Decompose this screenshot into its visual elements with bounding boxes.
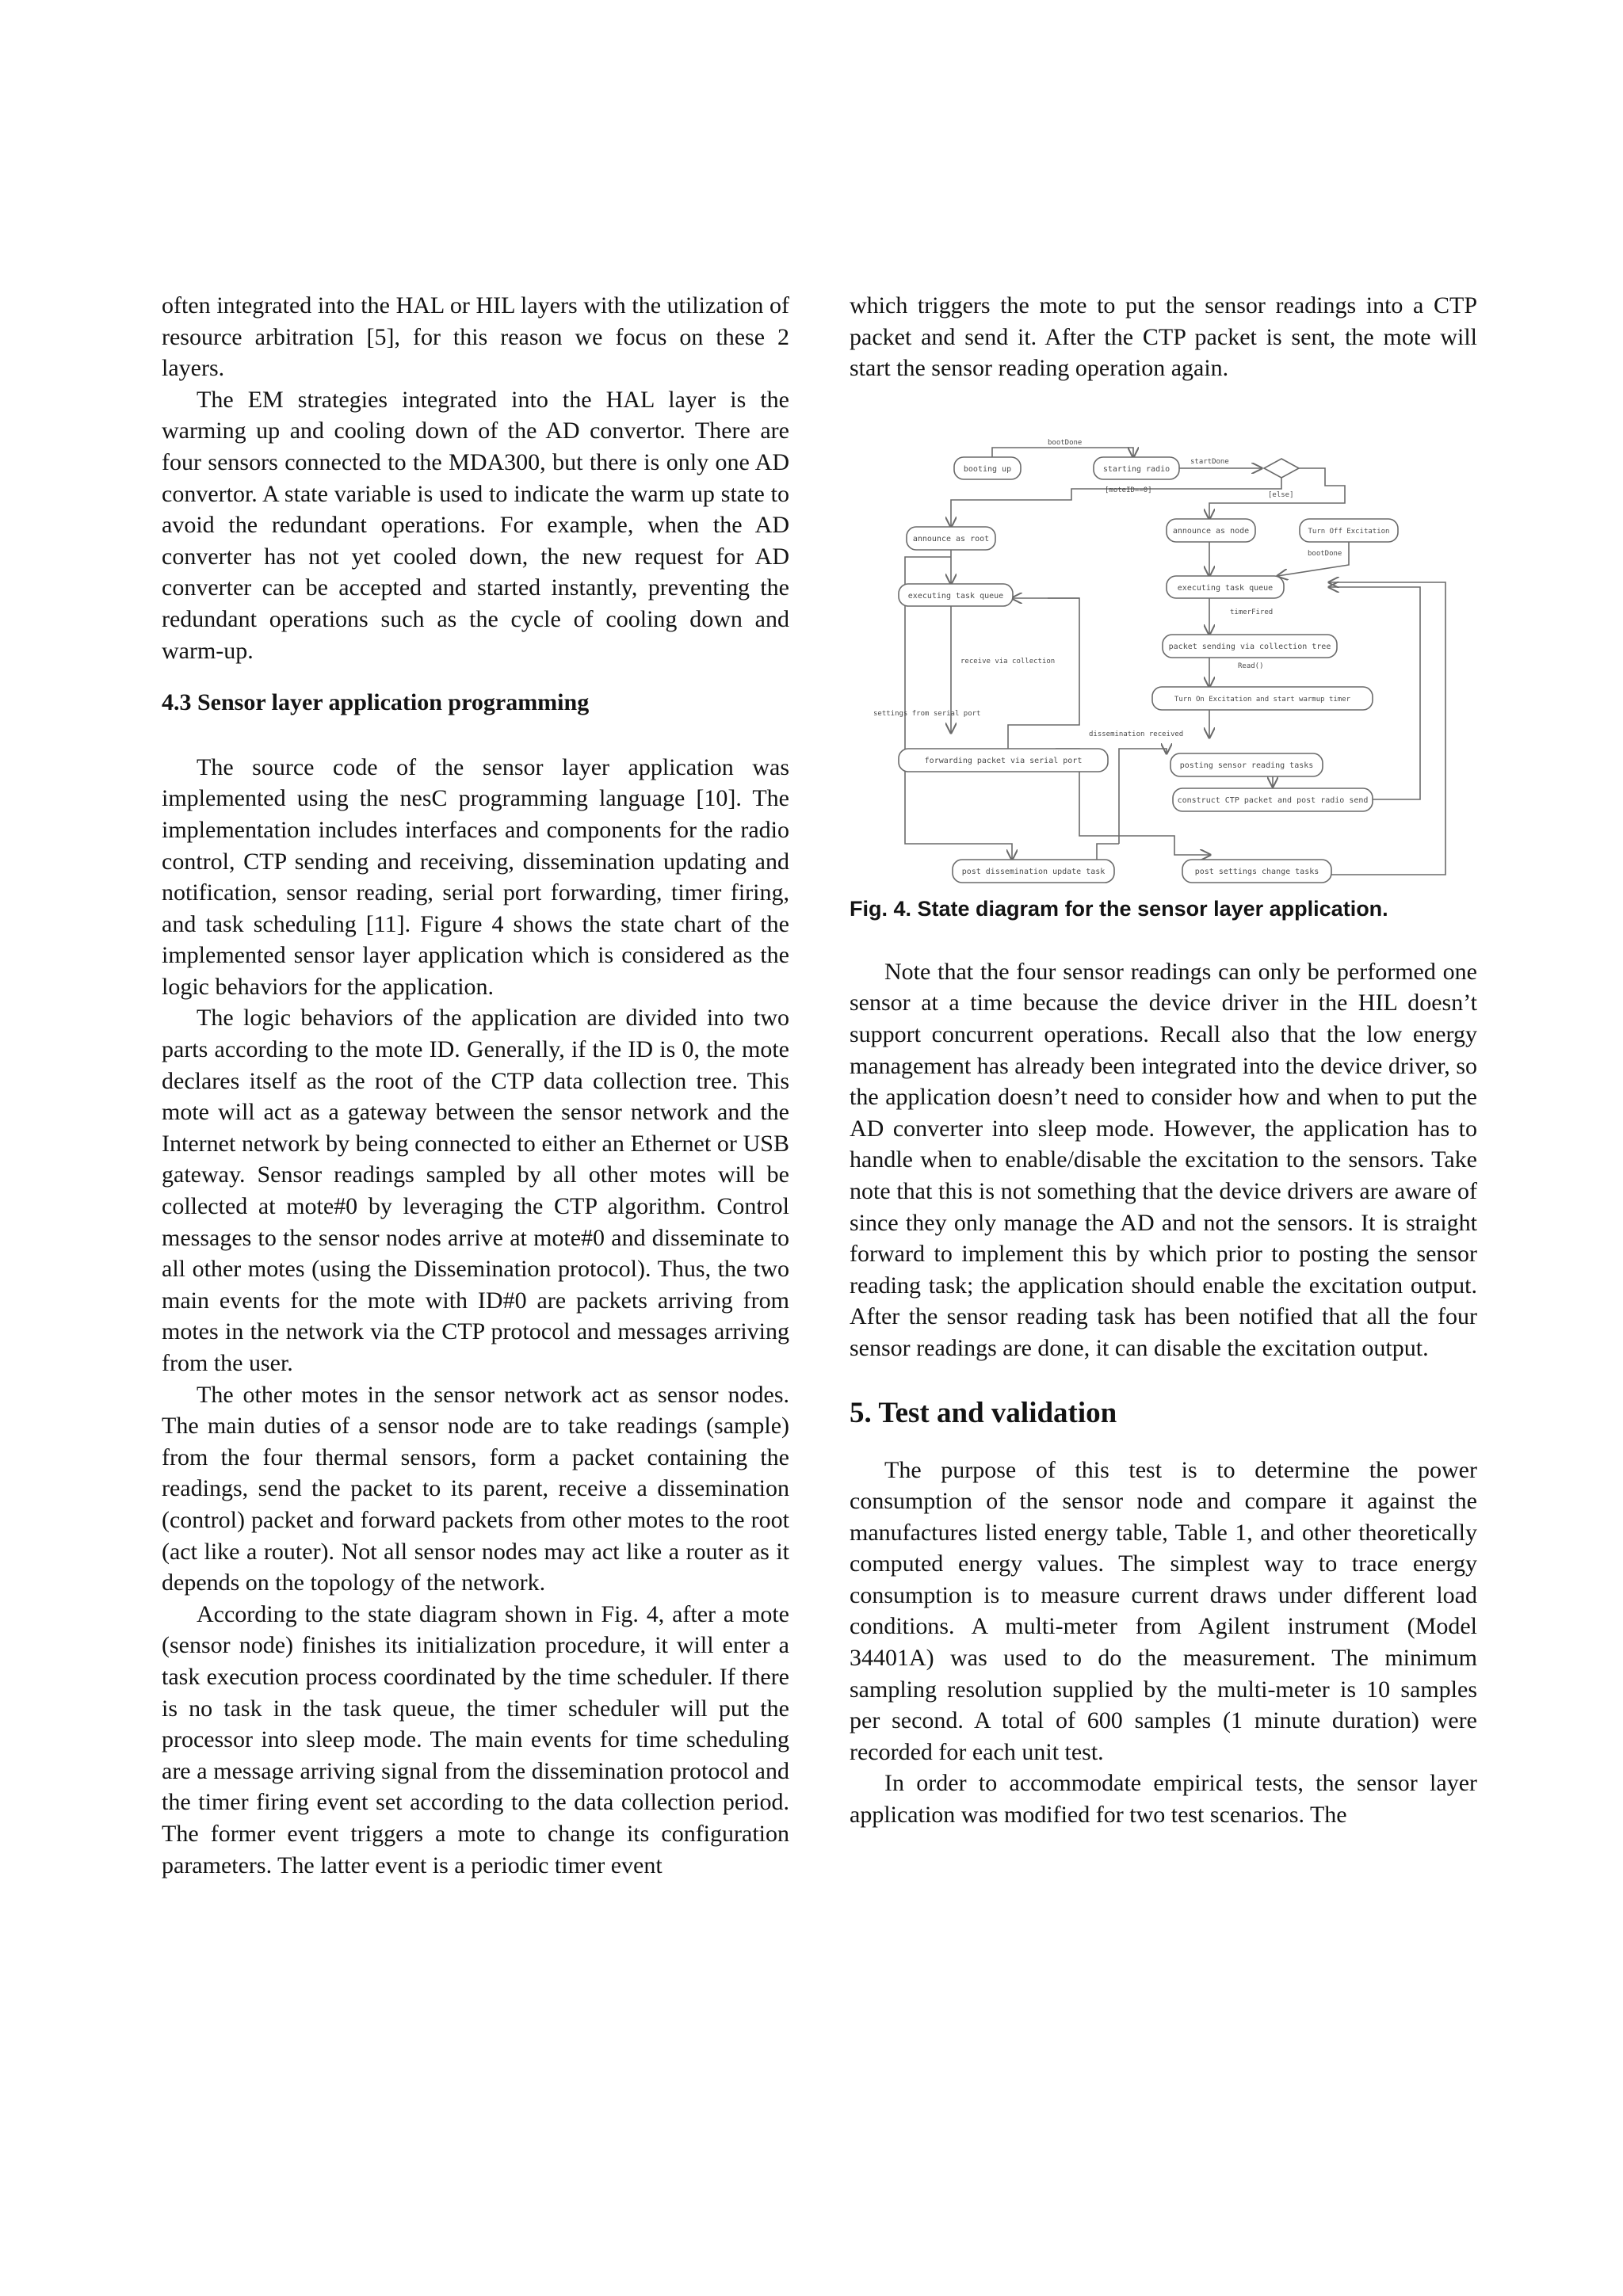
svg-text:booting up: booting up bbox=[963, 464, 1012, 474]
label-bootdone-2: bootDone bbox=[1308, 549, 1342, 558]
state-announce-as-node bbox=[1167, 519, 1255, 542]
state-construct-ctp bbox=[1173, 788, 1373, 811]
svg-text:packet sending via collection: packet sending via collection tree bbox=[1168, 642, 1331, 651]
label-else: [else] bbox=[1268, 490, 1294, 499]
paragraph: According to the state diagram shown in Fig. 4, after a mote (sensor node) finishes its initialization procedure, it will enter a task execution process coordinated by the time scheduler. If there is no task in the task queue, the timer scheduler will put the processor into sleep mode. The main events for time scheduling are a message arriving signal from the dissemination protocol and the timer firing event set according to the data collection period. The former event triggers a mote to change its configuration parameters. The latter event is a periodic timer event bbox=[162, 1600, 789, 1878]
paragraph: often integrated into the HAL or HIL layers with the utilization of resource arbitration [5], for this reason we focus on these 2 layers. bbox=[162, 292, 789, 382]
svg-text:announce as root: announce as root bbox=[912, 534, 990, 543]
state-starting-radio bbox=[1094, 457, 1179, 479]
svg-text:forwarding packet via serial p: forwarding packet via serial port bbox=[924, 756, 1083, 765]
label-settings-from-serial: settings from serial port bbox=[873, 709, 981, 718]
left-column bbox=[162, 290, 789, 1881]
svg-text:posting sensor reading tasks: posting sensor reading tasks bbox=[1179, 761, 1314, 770]
label-read: Read() bbox=[1238, 662, 1264, 670]
state-diagram bbox=[850, 384, 1477, 891]
paragraph: Note that the four sensor readings can only be performed one sensor at a time because the device driver in the HIL doesn’t support concurrent operations. Recall also that the low energy management has already been integrated into the device driver, so the application doesn’t need to consider how and when to put the AD converter into sleep mode. However, the application has to handle when to enable/disable the excitation to the sensors. Take note that this is not something that the device drivers are aware of since they only manage the AD and not the sensors. It is straight forward to implement this by which prior to posting the sensor reading task; the application should enable the excitation output. After the sensor reading task has been notified that all the four sensor readings are done, it can disable the excitation output. bbox=[850, 958, 1477, 1361]
state-diagram-figure bbox=[850, 384, 1477, 891]
section-heading: 5. Test and validation bbox=[850, 1396, 1117, 1429]
svg-text:Turn Off Excitation: Turn Off Excitation bbox=[1308, 527, 1390, 536]
paragraph: The logic behaviors of the application are divided into two parts according to the mote ID. Generally, if the ID is 0, the mote declares itself as the root of the CTP data collection tree. This mote will act as a gateway between the sensor network and the Internet network by being connected to either an Ethernet or USB gateway. Sensor readings sampled by all other motes will be collected at mote#0 by leveraging the CTP algorithm. Control messages to the sensor nodes arrive at mote#0 and disseminate to all other motes (using the Dissemination protocol). Thus, the two main events for the mote with ID#0 are packets arriving from motes in the network via the CTP protocol and messages arriving from the user. bbox=[162, 1005, 789, 1376]
label-bootdone: bootDone bbox=[1048, 438, 1083, 447]
state-booting-up bbox=[954, 457, 1021, 479]
state-turn-on-excitation bbox=[1152, 687, 1373, 710]
svg-text:announce as node: announce as node bbox=[1172, 526, 1250, 536]
state-forwarding-packet bbox=[899, 749, 1108, 772]
paragraph: The EM strategies integrated into the HAL layer is the warming up and cooling down of the AD convertor. There are four sensors connected to the MDA300, but there is only one AD convertor. A state variable is used to indicate the warm up state to avoid the redundant operations. For example, when the AD converter has not yet cooled down, the new request for AD converter can be accepted and started instantly, preventing the redundant operations such as the cycle of cooling down and warm-up. bbox=[162, 386, 789, 664]
state-post-settings bbox=[1182, 860, 1331, 883]
svg-text:executing task queue: executing task queue bbox=[907, 591, 1004, 601]
label-dissemination-received: dissemination received bbox=[1089, 730, 1184, 738]
paragraph: The source code of the sensor layer application was implemented using the nesC programming language [10]. The implementation includes interfaces and components for the radio control, CTP sending and receiving, dissemination updating and notification, sensor reading, serial port forwarding, timer firing, and task scheduling [11]. Figure 4 shows the state chart of the implemented sensor layer application which is considered as the logic behaviors for the application. bbox=[162, 753, 789, 1000]
section-heading: 4.3 Sensor layer application programming bbox=[162, 689, 590, 716]
state-turn-off-excitation bbox=[1300, 519, 1398, 542]
right-column bbox=[850, 290, 1477, 1831]
state-packet-sending bbox=[1163, 635, 1337, 658]
state-announce-as-root bbox=[907, 527, 995, 550]
svg-text:executing task queue: executing task queue bbox=[1177, 583, 1274, 593]
svg-text:post dissemination update task: post dissemination update task bbox=[961, 867, 1106, 876]
state-executing-task-queue-left bbox=[899, 584, 1013, 606]
svg-text:post settings change tasks: post settings change tasks bbox=[1194, 867, 1319, 876]
state-executing-task-queue-right bbox=[1167, 576, 1284, 598]
figure-caption: Fig. 4. State diagram for the sensor layer application. bbox=[850, 896, 1388, 921]
paragraph: The purpose of this test is to determine the power consumption of the sensor node and compare it against the manufactures listed energy table, Table 1, and other theoretically computed energy values. The simplest way to trace energy consumption is to measure current draws under different load conditions. A multi-meter from Agilent instrument (Model 34401A) was used to do the measurement. The minimum sampling resolution supplied by the multi-meter is 10 samples per second. A total of 600 samples (1 minute duration) were recorded for each unit test. bbox=[850, 1456, 1477, 1765]
state-posting-sensor-tasks bbox=[1170, 753, 1323, 776]
label-timerfired: timerFired bbox=[1230, 608, 1274, 616]
svg-text:starting radio: starting radio bbox=[1102, 464, 1170, 474]
svg-text:Turn On Excitation and start w: Turn On Excitation and start warmup timer bbox=[1174, 695, 1351, 704]
label-receive-via-collection: receive via collection bbox=[960, 657, 1056, 666]
label-startdone: startDone bbox=[1190, 457, 1229, 466]
label-moteid: [moteID==0] bbox=[1105, 486, 1152, 494]
paragraph: which triggers the mote to put the sensor readings into a CTP packet and send it. After the CTP packet is sent, the mote will start the sensor reading operation again. bbox=[850, 292, 1477, 382]
svg-text:construct CTP packet and post: construct CTP packet and post radio send bbox=[1177, 795, 1369, 805]
decision-diamond bbox=[1264, 459, 1299, 478]
paragraph: The other motes in the sensor network act as sensor nodes. The main duties of a sensor node are to take readings (sample) from the four thermal sensors, form a packet containing the readings, send the packet to its parent, receive a dissemination (control) packet and forward packets from other motes to the root (act like a router). Not all sensor nodes may act like a router as it depends on the topology of the network. bbox=[162, 1381, 789, 1596]
paragraph: In order to accommodate empirical tests, the sensor layer application was modified for two test scenarios. The bbox=[850, 1770, 1477, 1829]
state-post-dissemination bbox=[953, 860, 1114, 883]
